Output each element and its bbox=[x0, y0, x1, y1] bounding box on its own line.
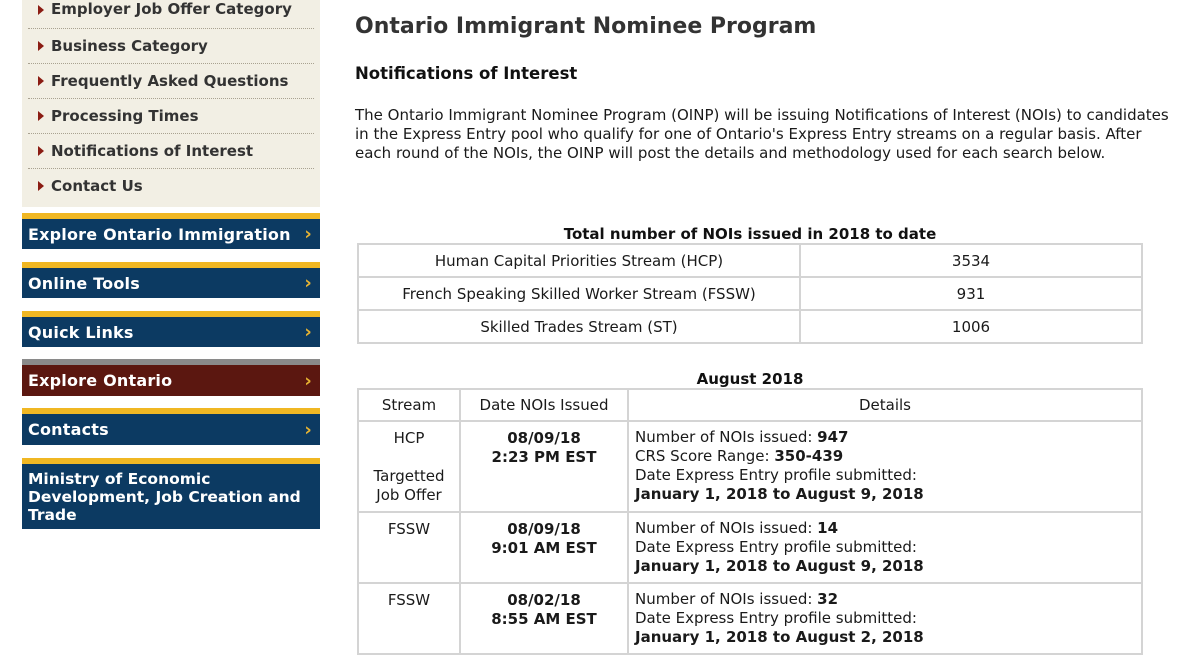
stream-name: HCP bbox=[393, 429, 425, 447]
triangle-right-icon bbox=[38, 181, 44, 191]
sidebar-item-notifications[interactable] bbox=[28, 134, 314, 169]
nois-value: 32 bbox=[817, 590, 839, 608]
totals-table bbox=[357, 243, 1143, 344]
sidebar-item-processing-times[interactable] bbox=[28, 99, 314, 134]
august-caption: August 2018 bbox=[696, 370, 804, 388]
sidebar-item-business-category[interactable] bbox=[28, 29, 314, 64]
sidebar-item-label: Contact Us bbox=[51, 177, 143, 195]
nav-online-tools[interactable] bbox=[22, 262, 320, 298]
date-cell bbox=[460, 583, 628, 654]
table-cell: 931 bbox=[800, 277, 1142, 310]
nav-label: Explore Ontario Immigration bbox=[28, 224, 291, 244]
sidebar-menu bbox=[22, 0, 320, 207]
stream-name: FSSW bbox=[387, 591, 431, 609]
ministry-link[interactable] bbox=[22, 458, 320, 529]
crs-value: 350-439 bbox=[774, 447, 844, 465]
sidebar bbox=[22, 0, 320, 524]
table-row bbox=[358, 421, 1142, 512]
table-row bbox=[358, 583, 1142, 654]
column-header: Date NOIs Issued bbox=[460, 389, 628, 421]
issue-date: 08/09/18 bbox=[507, 429, 581, 447]
column-header: Details bbox=[628, 389, 1142, 421]
table-cell: French Speaking Skilled Worker Stream (FSSW) bbox=[358, 277, 800, 310]
triangle-right-icon bbox=[38, 41, 44, 51]
chevron-right-icon: › bbox=[304, 370, 312, 391]
table-row bbox=[358, 277, 1142, 310]
issue-time: 8:55 AM EST bbox=[491, 610, 597, 628]
chevron-right-icon: › bbox=[304, 419, 312, 440]
stream-cell bbox=[358, 421, 460, 512]
sidebar-item-contact-us[interactable] bbox=[28, 169, 314, 203]
sidebar-item-label: Employer Job Offer Category bbox=[51, 0, 292, 18]
nois-label: Number of NOIs issued: bbox=[635, 519, 818, 537]
crs-label: CRS Score Range: bbox=[635, 447, 775, 465]
stream-note: Targetted Job Offer bbox=[373, 467, 445, 504]
page-title: Ontario Immigrant Nominee Program bbox=[355, 14, 817, 39]
table-row bbox=[358, 310, 1142, 343]
table-cell: Human Capital Priorities Stream (HCP) bbox=[358, 244, 800, 277]
totals-caption: Total number of NOIs issued in 2018 to date bbox=[563, 225, 937, 243]
section-title: Notifications of Interest bbox=[355, 64, 578, 83]
sidebar-item-label: Frequently Asked Questions bbox=[51, 72, 289, 90]
nav-explore-ontario-immigration[interactable] bbox=[22, 213, 320, 249]
ministry-label: Ministry of Economic Development, Job Creation and Trade bbox=[28, 470, 301, 524]
sidebar-item-label: Business Category bbox=[51, 37, 208, 55]
chevron-right-icon: › bbox=[304, 321, 312, 343]
nav-quick-links[interactable] bbox=[22, 311, 320, 347]
nois-value: 947 bbox=[817, 428, 849, 446]
triangle-right-icon bbox=[38, 76, 44, 86]
triangle-right-icon bbox=[38, 5, 44, 15]
august-table bbox=[357, 388, 1143, 655]
table-cell: 3534 bbox=[800, 244, 1142, 277]
details-cell bbox=[628, 512, 1142, 583]
nav-label: Online Tools bbox=[28, 273, 140, 293]
profile-range: January 1, 2018 to August 2, 2018 bbox=[635, 628, 924, 646]
sidebar-item-employer-job-offer[interactable] bbox=[28, 0, 314, 29]
intro-paragraph: The Ontario Immigrant Nominee Program (OINP) will be issuing Notifications of Interest (NOIs) to candidates in the Express Entry pool who qualify for one of Ontario's Express Entry streams on a regular basis. After each round of the NOIs, the OINP will post the details and methodology used for each search below. bbox=[355, 106, 1169, 162]
nois-value: 14 bbox=[817, 519, 839, 537]
details-cell bbox=[628, 421, 1142, 512]
nav-explore-ontario[interactable] bbox=[22, 359, 320, 396]
sidebar-item-label: Notifications of Interest bbox=[51, 142, 254, 160]
table-row bbox=[358, 244, 1142, 277]
sidebar-item-label: Processing Times bbox=[51, 107, 199, 125]
nois-label: Number of NOIs issued: bbox=[635, 590, 818, 608]
chevron-right-icon: › bbox=[304, 272, 312, 294]
date-cell bbox=[460, 421, 628, 512]
triangle-right-icon bbox=[38, 111, 44, 121]
nav-label: Contacts bbox=[28, 420, 109, 439]
nav-label: Explore Ontario bbox=[28, 371, 173, 390]
profile-label: Date Express Entry profile submitted: bbox=[635, 538, 917, 556]
nav-contacts[interactable] bbox=[22, 408, 320, 445]
table-cell: 1006 bbox=[800, 310, 1142, 343]
profile-range: January 1, 2018 to August 9, 2018 bbox=[635, 485, 924, 503]
profile-label: Date Express Entry profile submitted: bbox=[635, 466, 917, 484]
nois-label: Number of NOIs issued: bbox=[635, 428, 818, 446]
profile-range: January 1, 2018 to August 9, 2018 bbox=[635, 557, 924, 575]
table-cell: Skilled Trades Stream (ST) bbox=[358, 310, 800, 343]
column-header: Stream bbox=[358, 389, 460, 421]
details-cell bbox=[628, 583, 1142, 654]
issue-time: 9:01 AM EST bbox=[491, 539, 597, 557]
issue-time: 2:23 PM EST bbox=[491, 448, 597, 466]
table-header-row bbox=[358, 389, 1142, 421]
issue-date: 08/02/18 bbox=[507, 591, 581, 609]
triangle-right-icon bbox=[38, 146, 44, 156]
sidebar-item-faq[interactable] bbox=[28, 64, 314, 99]
chevron-right-icon: › bbox=[304, 223, 312, 245]
stream-cell bbox=[358, 583, 460, 654]
nav-label: Quick Links bbox=[28, 322, 134, 342]
stream-name: FSSW bbox=[387, 520, 431, 538]
stream-cell bbox=[358, 512, 460, 583]
issue-date: 08/09/18 bbox=[507, 520, 581, 538]
profile-label: Date Express Entry profile submitted: bbox=[635, 609, 917, 627]
table-row bbox=[358, 512, 1142, 583]
date-cell bbox=[460, 512, 628, 583]
